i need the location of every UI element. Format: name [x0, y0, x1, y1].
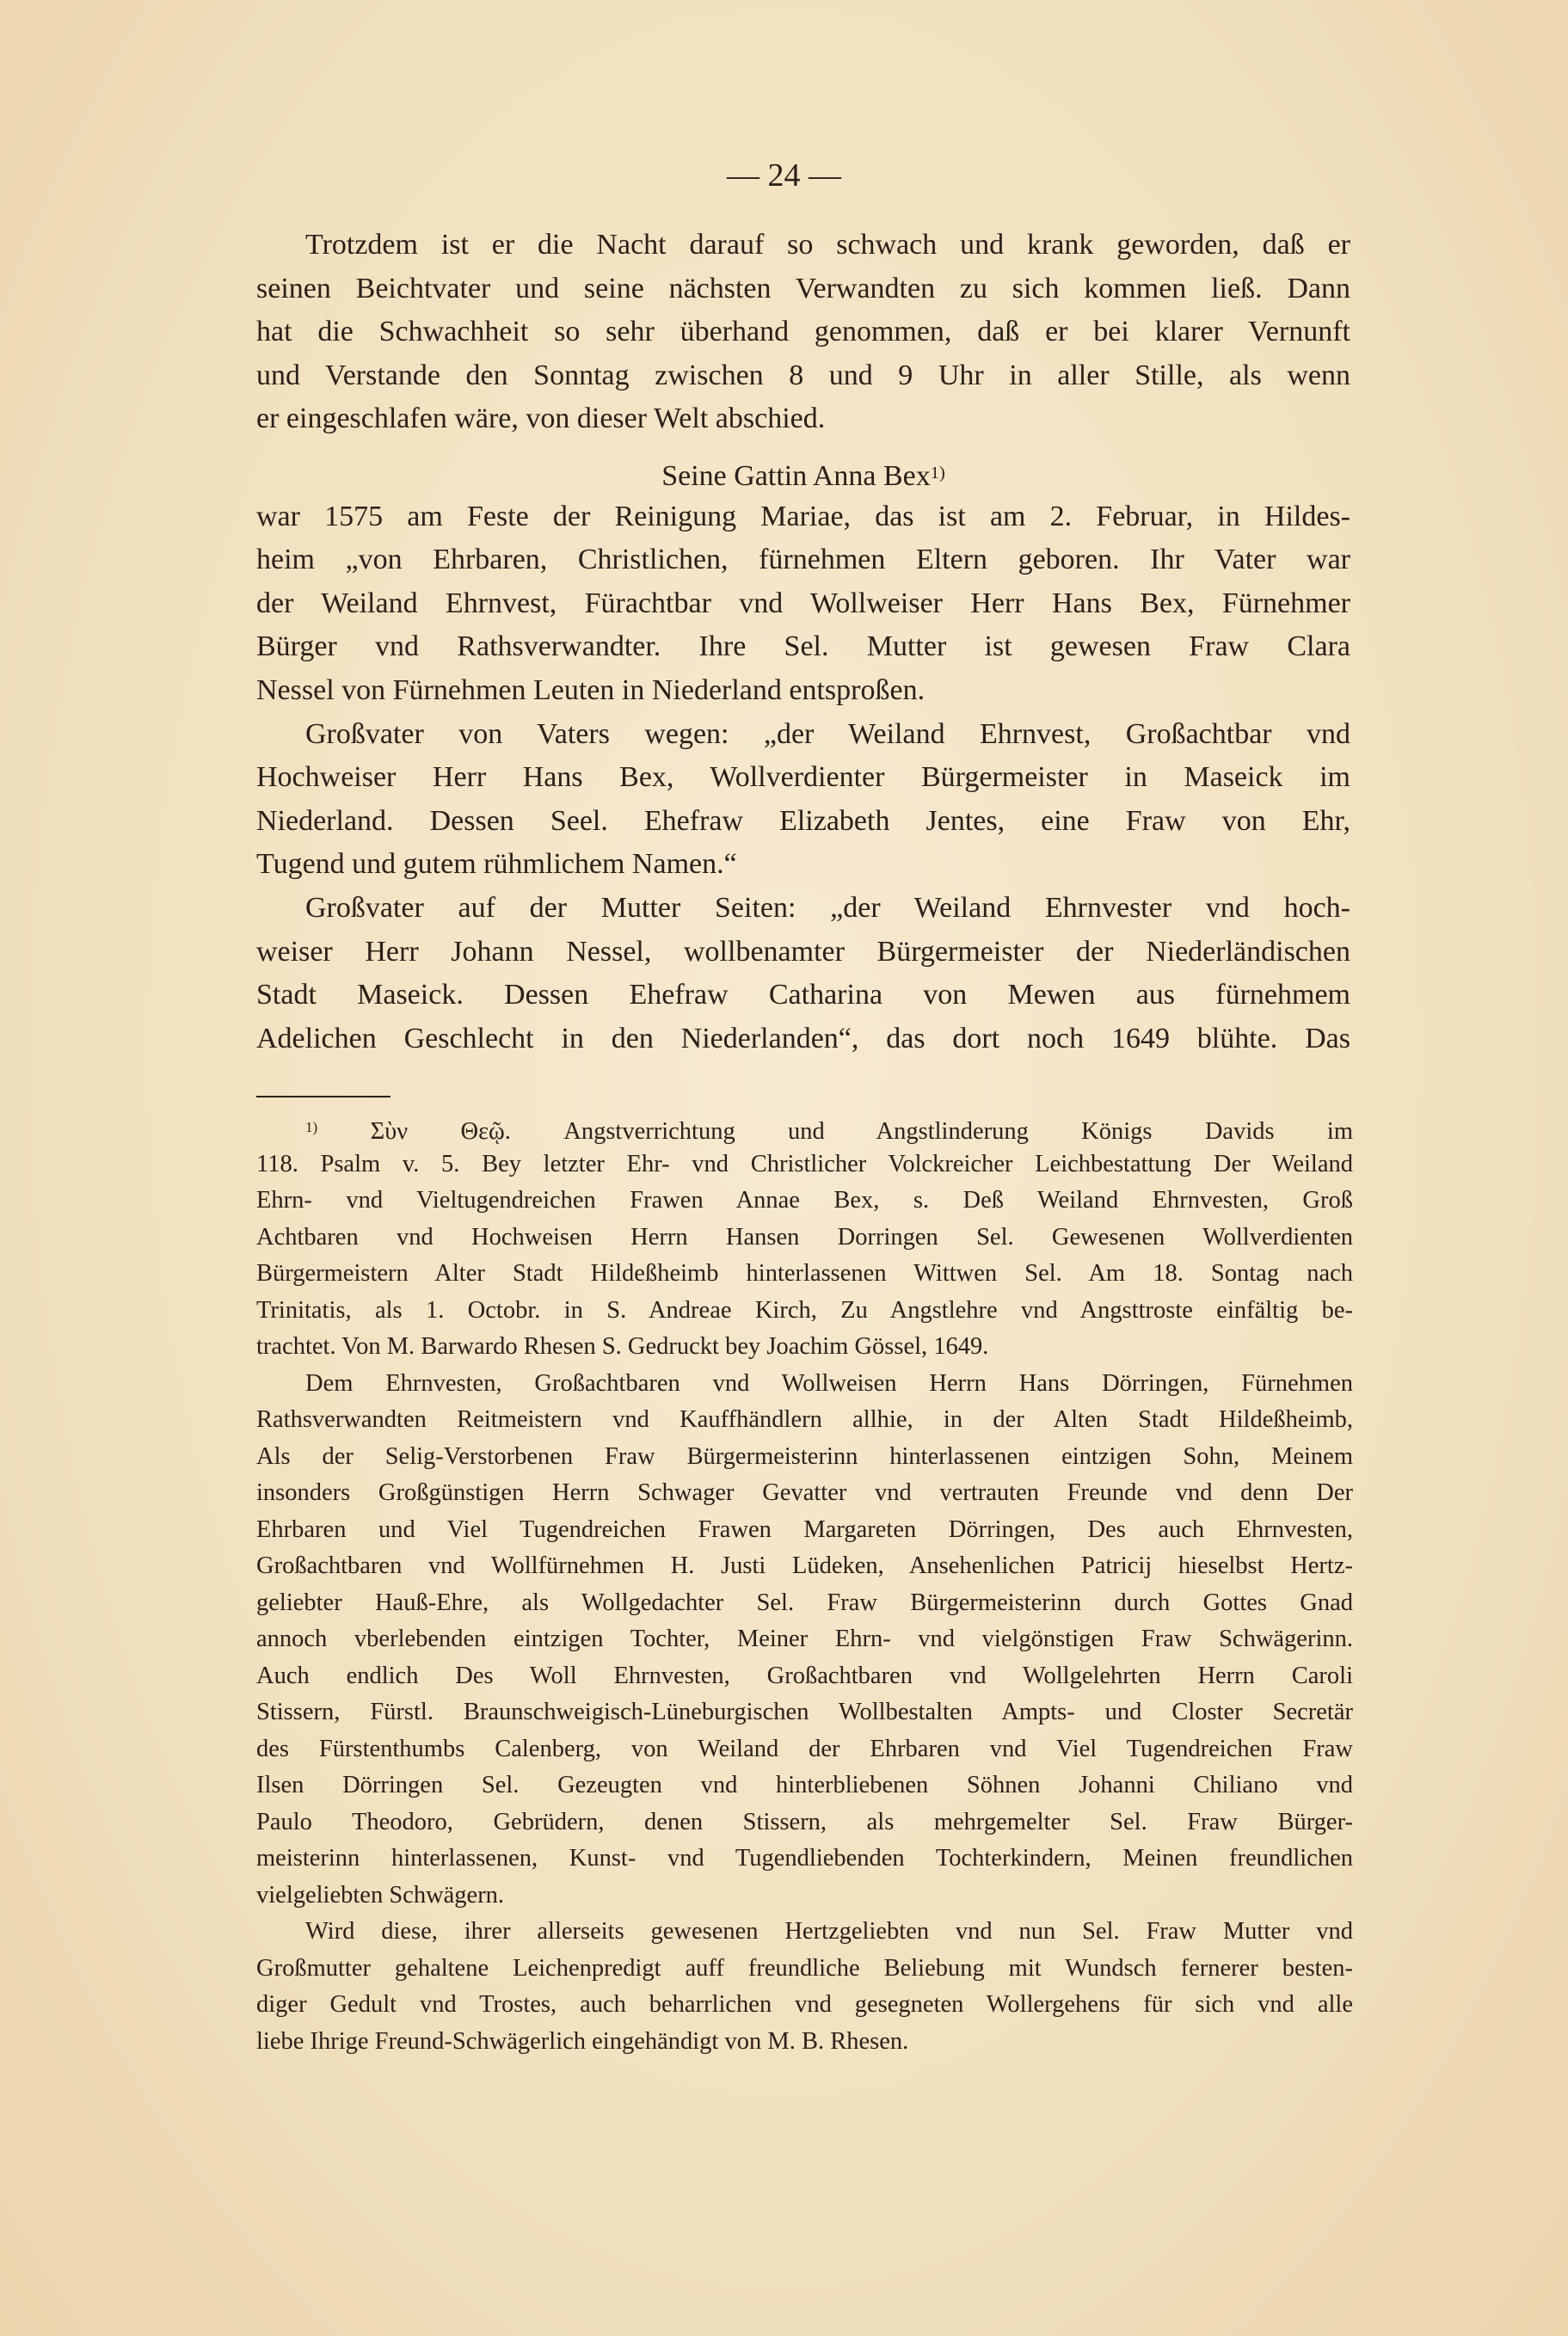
text-line: Bürger vnd Rathsverwandter. Ihre Sel. Mutter ist gewesen Fraw Clara: [256, 630, 1350, 663]
text-line: Bürgermeistern Alter Stadt Hildeßheimb hinterlassenen Wittwen Sel. Am 18. Sontag nach: [256, 1260, 1353, 1287]
text-line: des Fürstenthumbs Calenberg, von Weiland der Ehrbaren vnd Viel Tugendreichen Fraw: [256, 1735, 1353, 1762]
text-line: Stadt Maseick. Dessen Ehefraw Catharina von Mewen aus fürnehmem: [256, 979, 1350, 1011]
text-line: diger Gedult vnd Trostes, auch beharrlichen vnd gesegneten Wollergehens für sich vnd alle: [256, 1991, 1353, 2018]
text-line: Ehrbaren und Viel Tugendreichen Frawen Margareten Dörringen, Des auch Ehrnvesten,: [256, 1515, 1353, 1543]
paragraph: [256, 1110, 1353, 1366]
text-line: [256, 1110, 1353, 1146]
text-line: weiser Herr Johann Nessel, wollbenamter Bürgermeister der Niederländischen: [256, 935, 1350, 968]
text-line: Adelichen Geschlecht in den Niederlanden“, das dort noch 1649 blühte. Das: [256, 1022, 1350, 1054]
text-line: Auch endlich Des Woll Ehrnvesten, Großachtbaren vnd Wollgelehrten Herrn Caroli: [256, 1662, 1353, 1689]
text-line: meisterinn hinterlassenen, Kunst- vnd Tugendliebenden Tochterkindern, Meinen freundlichen: [256, 1845, 1353, 1872]
text-line: Wird diese, ihrer allerseits gewesenen Hertzgeliebten vnd nun Sel. Fraw Mutter vnd: [305, 1918, 1353, 1945]
text-line: 118. Psalm v. 5. Bey letzter Ehr- vnd Christlicher Volckreicher Leichbestattung Der Weiland: [256, 1150, 1353, 1177]
section-heading: [256, 452, 1350, 495]
paragraph: [256, 224, 1350, 441]
text-line: liebe Ihrige Freund-Schwägerlich eingehändigt von M. B. Rhesen.: [256, 2027, 909, 2055]
text-line: Stissern, Fürstl. Braunschweigisch-Lüneburgischen Wollbestalten Ampts- und Closter Secretär: [256, 1699, 1353, 1725]
text-line: hat die Schwachheit so sehr überhand genommen, daß er bei klarer Vernunft: [256, 316, 1350, 348]
text-line: der Weiland Ehrnvest, Fürachtbar vnd Wollweiser Herr Hans Bex, Fürnehmer: [256, 587, 1350, 619]
page-number: — 24 —: [727, 157, 841, 194]
text-line: insonders Großgünstigen Herrn Schwager Gevatter vnd vertrauten Freunde vnd denn Der: [256, 1479, 1353, 1506]
text-line: und Verstande den Sonntag zwischen 8 und 9 Uhr in aller Stille, als wenn: [256, 359, 1350, 391]
text-line: Trinitatis, als 1. Octobr. in S. Andreae Kirch, Zu Angstlehre vnd Angsttroste einfältig be-: [256, 1296, 1353, 1324]
paragraph: [256, 1914, 1353, 2060]
main-paragraphs-before-heading: [256, 224, 1350, 441]
text-line: geliebter Hauß-Ehre, als Wollgedachter Sel. Fraw Bürgermeisterinn durch Gottes Gnad: [256, 1589, 1353, 1616]
footnote: [256, 1110, 1353, 2060]
text-line: er eingeschlafen wäre, von dieser Welt abschied.: [256, 403, 826, 435]
text-line: Großachtbaren vnd Wollfürnehmen H. Justi Lüdeken, Ansehenlichen Patricij hieselbst Hertz-: [256, 1552, 1353, 1579]
text-line: Großvater auf der Mutter Seiten: „der Weiland Ehrnvester vnd hoch-: [305, 891, 1350, 924]
text-line: Tugend und gutem rühmlichem Namen.“: [256, 848, 737, 881]
paragraph: [256, 713, 1350, 887]
text-line: Rathsverwandten Reitmeistern vnd Kauffhändlern allhie, in der Alten Stadt Hildeßheimb,: [256, 1406, 1353, 1433]
text-line-content: Σὺν Θεῷ. Angstverrichtung und Angstlinderung Königs Davids im: [370, 1118, 1354, 1145]
text-line: Großvater von Vaters wegen: „der Weiland Ehrnvest, Großachtbar vnd: [305, 717, 1350, 750]
text-line: Trotzdem ist er die Nacht darauf so schwach und krank geworden, daß er: [305, 229, 1350, 261]
text-line: Ehrn- vnd Vieltugendreichen Frawen Annae Bex, s. Deß Weiland Ehrnvesten, Groß: [256, 1187, 1353, 1214]
main-paragraphs-after-heading: [256, 495, 1350, 1061]
text-line: annoch vberlebenden eintzigen Tochter, Meiner Ehrn- vnd vielgönstigen Fraw Schwägerinn.: [256, 1626, 1353, 1652]
text-line: Als der Selig-Verstorbenen Fraw Bürgermeisterinn hinterlassenen eintzigen Sohn, Meinem: [256, 1442, 1353, 1470]
paragraph: [256, 495, 1350, 713]
text-line: Achtbaren vnd Hochweisen Herrn Hansen Dorringen Sel. Gewesenen Wollverdienten: [256, 1223, 1353, 1251]
text-line: Paulo Theodoro, Gebrüdern, denen Stissern, als mehrgemelter Sel. Fraw Bürger-: [256, 1808, 1353, 1835]
footnote-reference[interactable]: 1): [930, 463, 945, 483]
text-line: war 1575 am Feste der Reinigung Mariae, das ist am 2. Februar, in Hildes-: [256, 500, 1350, 532]
text-line: Großmutter gehaltene Leichenpredigt auff freundliche Beliebung mit Wundsch fernerer besten-: [256, 1954, 1353, 1982]
text-line: Nessel von Fürnehmen Leuten in Niederland entsproßen.: [256, 673, 925, 706]
text-line: vielgeliebten Schwägern.: [256, 1881, 505, 1909]
text-line: seinen Beichtvater und seine nächsten Verwandten zu sich kommen ließ. Dann: [256, 272, 1350, 304]
main-text: [256, 224, 1350, 1060]
text-line: Dem Ehrnvesten, Großachtbaren vnd Wollweisen Herrn Hans Dörringen, Fürnehmen: [305, 1369, 1353, 1397]
footnote-separator: [256, 1096, 390, 1097]
paragraph: [256, 1366, 1353, 1915]
text-line: heim „von Ehrbaren, Christlichen, fürnehmen Eltern geboren. Ihr Vater war: [256, 544, 1350, 576]
text-line: Hochweiser Herr Hans Bex, Wollverdienter Bürgermeister in Maseick im: [256, 761, 1350, 794]
paragraph: [256, 887, 1350, 1060]
text-line: trachtet. Von M. Barwardo Rhesen S. Gedruckt bey Joachim Gössel, 1649.: [256, 1333, 989, 1360]
heading-text: Seine Gattin Anna Bex: [661, 459, 931, 492]
footnote-marker: 1): [305, 1119, 318, 1135]
text-line: Ilsen Dörringen Sel. Gezeugten vnd hinterbliebenen Söhnen Johanni Chiliano vnd: [256, 1772, 1353, 1798]
text-line: Niederland. Dessen Seel. Ehefraw Elizabeth Jentes, eine Fraw von Ehr,: [256, 804, 1350, 837]
